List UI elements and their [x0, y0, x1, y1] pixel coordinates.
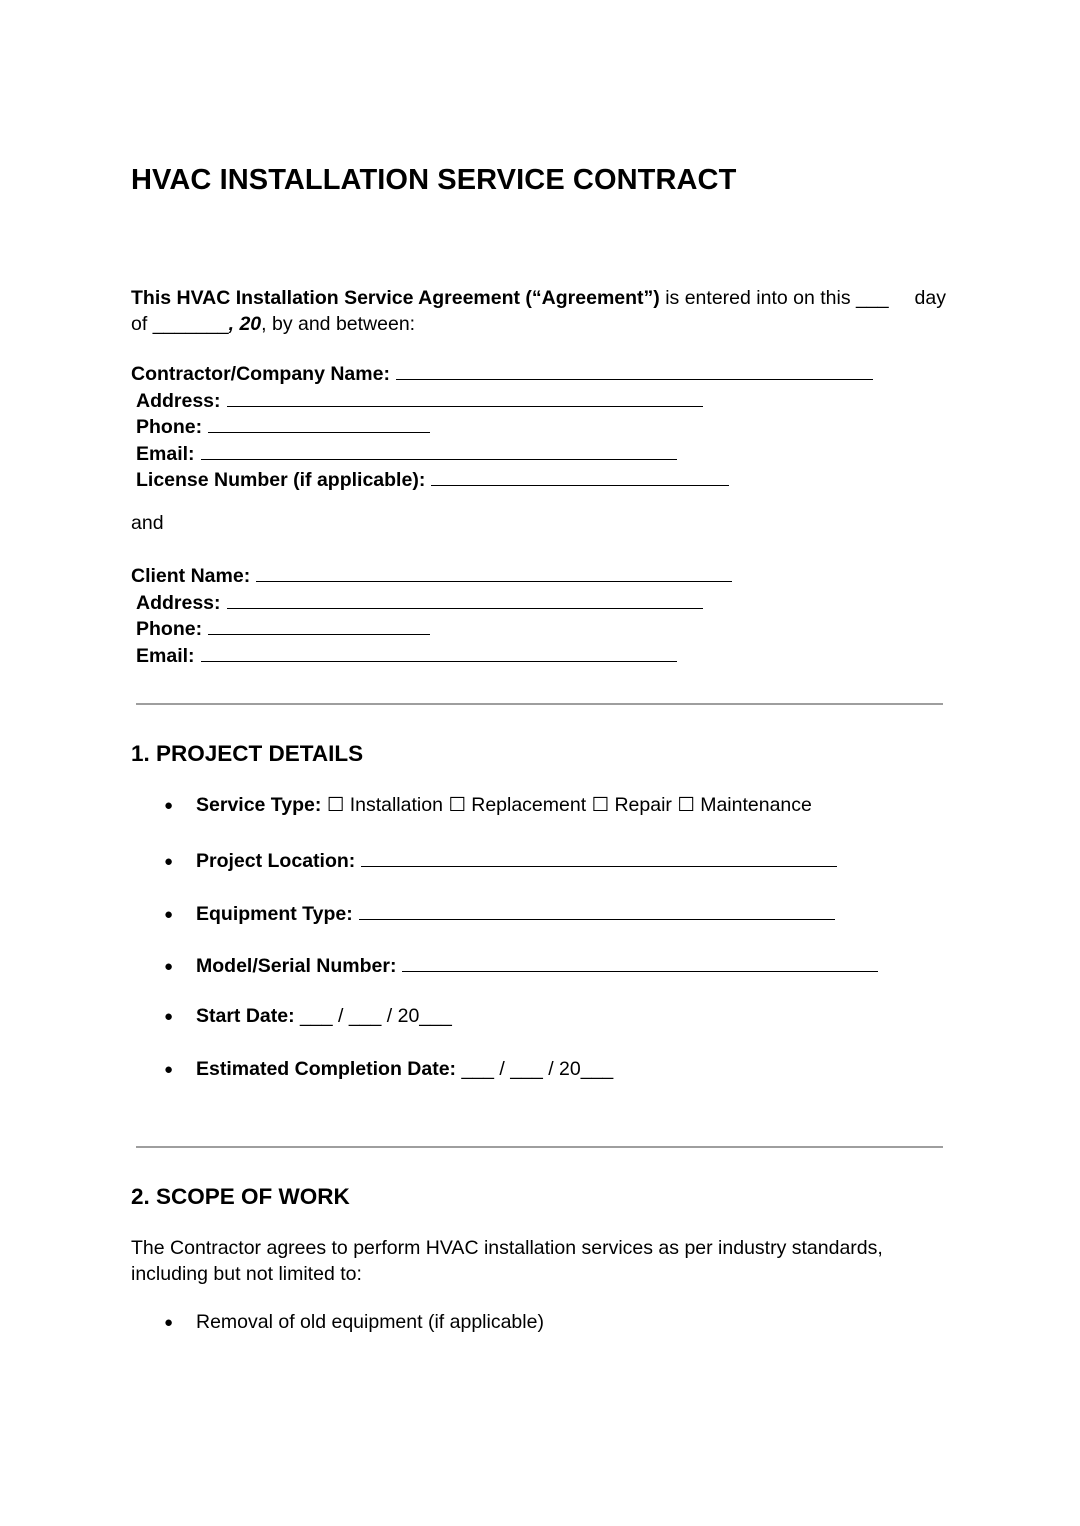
- contractor-company-row: [131, 359, 873, 386]
- contractor-address-label: Address:: [136, 389, 221, 412]
- client-name-field[interactable]: [256, 561, 732, 582]
- between-text: , by and between:: [261, 313, 416, 335]
- contractor-address-row: [131, 386, 873, 413]
- contractor-email-field[interactable]: [201, 439, 677, 460]
- scope-line-1: The Contractor agrees to perform HVAC installation services as per industry standards,: [131, 1237, 883, 1259]
- contractor-email-label: Email:: [136, 442, 195, 465]
- client-email-label: Email:: [136, 644, 195, 667]
- contractor-license-label: License Number (if applicable):: [136, 469, 426, 491]
- equipment-type-field[interactable]: [359, 899, 835, 920]
- bullet-glyph: ●: [164, 1061, 174, 1078]
- contractor-company-label: Contractor/Company Name:: [131, 363, 390, 385]
- model-serial-label: Model/Serial Number:: [196, 955, 397, 977]
- bullet-glyph: ●: [164, 906, 174, 923]
- of-word: of: [131, 313, 153, 335]
- document-title: HVAC INSTALLATION SERVICE CONTRACT: [131, 164, 737, 196]
- contractor-license-field[interactable]: [431, 465, 729, 486]
- contractor-block: [131, 359, 873, 492]
- client-phone-label: Phone:: [136, 618, 203, 640]
- intro-line-2: [131, 311, 946, 337]
- equipment-type-item: [164, 899, 835, 927]
- service-type-label: Service Type:: [196, 794, 322, 816]
- start-date-item: [164, 1004, 452, 1029]
- completion-date-field[interactable]: ___ / ___ / 20___: [461, 1058, 614, 1080]
- service-type-item: [164, 793, 812, 818]
- client-phone-field[interactable]: [208, 614, 430, 635]
- completion-date-label: Estimated Completion Date:: [196, 1058, 457, 1080]
- section-2-heading: 2. SCOPE OF WORK: [131, 1184, 350, 1209]
- client-email-field[interactable]: [201, 641, 677, 662]
- client-name-label: Client Name:: [131, 565, 251, 587]
- entered-text: is entered into on this: [659, 287, 856, 309]
- client-email-row: [131, 641, 732, 668]
- contractor-phone-field[interactable]: [208, 412, 430, 433]
- bullet-glyph: ●: [164, 958, 174, 975]
- contractor-phone-row: [131, 412, 873, 439]
- project-location-label: Project Location:: [196, 850, 356, 872]
- completion-date-item: [164, 1057, 613, 1082]
- start-date-label: Start Date:: [196, 1005, 295, 1027]
- client-name-row: [131, 561, 732, 588]
- project-location-item: [164, 846, 837, 874]
- month-blank[interactable]: _______: [152, 313, 229, 335]
- scope-item-1-text: Removal of old equipment (if applicable): [196, 1311, 544, 1333]
- model-serial-item: [164, 951, 878, 979]
- bullet-glyph: ●: [164, 797, 174, 814]
- day-word: day: [914, 287, 946, 309]
- section-divider-2: [136, 1146, 943, 1148]
- year-prefix: , 20: [228, 313, 262, 335]
- intro-line-1: [131, 285, 946, 311]
- model-serial-field[interactable]: [402, 951, 878, 972]
- contractor-email-row: [131, 439, 873, 466]
- contractor-address-field[interactable]: [227, 386, 703, 407]
- section-1-heading: 1. PROJECT DETAILS: [131, 741, 364, 766]
- contractor-phone-label: Phone:: [136, 416, 203, 438]
- project-location-field[interactable]: [361, 846, 837, 867]
- bullet-glyph: ●: [164, 1314, 174, 1331]
- equipment-type-label: Equipment Type:: [196, 903, 353, 925]
- start-date-field[interactable]: ___ / ___ / 20___: [300, 1005, 452, 1027]
- bullet-glyph: ●: [164, 1008, 174, 1025]
- scope-item-1: [164, 1310, 544, 1335]
- contractor-company-field[interactable]: [396, 359, 873, 380]
- and-connector: and: [131, 512, 164, 534]
- agreement-lead: This HVAC Installation Service Agreement (“Agreement”): [131, 287, 660, 309]
- scope-line-2: including but not limited to:: [131, 1263, 362, 1285]
- intro-paragraph: [131, 285, 946, 337]
- day-blank[interactable]: ___: [856, 287, 889, 309]
- client-address-label: Address:: [136, 591, 221, 614]
- service-type-options[interactable]: ☐ Installation ☐ Replacement ☐ Repair ☐ Maintenance: [326, 794, 812, 816]
- client-block: [131, 561, 732, 667]
- client-address-row: [131, 588, 732, 615]
- scope-paragraph: [131, 1235, 951, 1287]
- contractor-license-row: [131, 465, 873, 492]
- bullet-glyph: ●: [164, 853, 174, 870]
- client-phone-row: [131, 614, 732, 641]
- section-divider-1: [136, 703, 943, 705]
- client-address-field[interactable]: [227, 588, 703, 609]
